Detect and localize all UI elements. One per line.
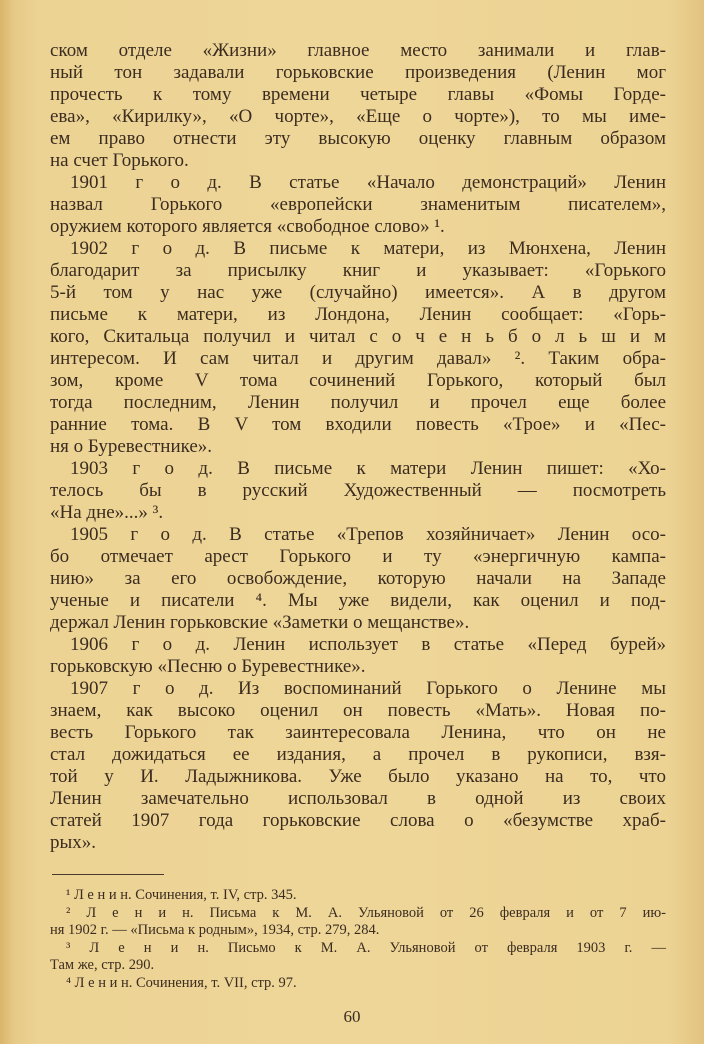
text-line: 5-й том у нас уже (случайно) имеется». А в другом	[50, 282, 666, 303]
text-line: ня о Буревестнике».	[50, 436, 213, 457]
footnote-line: Там же, стр. 290.	[50, 957, 155, 974]
text-line: ева», «Кирилку», «О чорте», «Еще о чорте»), то мы име-	[50, 106, 666, 127]
text-line: весть Горького так заинтересовала Ленина, что он не	[50, 722, 666, 743]
text-line: тогда последним, Ленин получил и прочел еще более	[50, 392, 666, 413]
text-line: письме к матери, из Лондона, Ленин сообщает: «Горь-	[50, 304, 666, 325]
text-line: 1902 г о д. В письме к матери, из Мюнхена, Ленин	[70, 238, 666, 259]
text-line: благодарит за присылку книг и указывает: «Горького	[50, 260, 666, 281]
footnote-line: ³ Л е н и н. Письмо к М. А. Ульяновой от февраля 1903 г. —	[66, 939, 666, 956]
footnote-line: ¹ Л е н и н. Сочинения, т. IV, стр. 345.	[66, 887, 297, 903]
text-line: интересом. И сам читал и другим давал» ². Таким обра-	[50, 348, 666, 369]
text-line: кого, Скитальца получил и читал с о ч е н ь б о л ь ш и м	[50, 326, 666, 347]
text-line: бо отмечает арест Горького и ту «энергичную кампа-	[50, 546, 666, 567]
page-number: 60	[343, 1006, 361, 1026]
text-line: стал дожидаться ее издания, а прочел в рукописи, взя-	[50, 744, 666, 765]
text-line: 1903 г о д. В письме к матери Ленин пишет: «Хо-	[70, 458, 666, 479]
text-line: 1905 г о д. В статье «Трепов хозяйничает» Ленин осо-	[70, 524, 666, 545]
text-line: оружием которого является «свободное слово» ¹.	[50, 216, 445, 237]
text-line: ском отделе «Жизни» главное место занимали и глав-	[50, 40, 666, 61]
text-line: Ленин замечательно использовал в одной из своих	[50, 788, 666, 809]
footnote-separator	[52, 874, 164, 875]
text-line: телось бы в русский Художественный — посмотреть	[50, 480, 666, 501]
text-line: зом, кроме V тома сочинений Горького, который был	[50, 370, 666, 391]
text-line: знаем, как высоко оценил он повесть «Мать». Новая по-	[50, 700, 666, 721]
footnotes	[50, 887, 666, 993]
text-line: горьковскую «Песню о Буревестнике».	[50, 656, 366, 677]
text-line: статей 1907 года горьковские слова о «безумстве храб-	[50, 810, 666, 831]
text-line: прочесть к тому времени четыре главы «Фомы Горде-	[50, 84, 666, 105]
text-line: 1901 г о д. В статье «Начало демонстраций» Ленин	[70, 172, 666, 193]
text-line: назвал Горького «европейски знаменитым писателем»,	[50, 194, 666, 215]
text-line: ем право отнести эту высокую оценку главным образом	[50, 128, 666, 149]
text-line: «На дне»...» ³.	[50, 502, 164, 523]
text-line: на счет Горького.	[50, 150, 189, 171]
body-text	[50, 40, 666, 854]
text-line: той у И. Ладыжникова. Уже было указано на то, что	[50, 766, 666, 787]
text-line: держал Ленин горьковские «Заметки о мещанстве».	[50, 612, 470, 633]
text-line: нию» за его освобождение, которую начали на Западе	[50, 568, 666, 589]
text-line: 1907 г о д. Из воспоминаний Горького о Ленине мы	[70, 678, 666, 699]
footnote-line: ня 1902 г. — «Письма к родным», 1934, стр. 279, 284.	[50, 922, 380, 939]
footnote-line: ² Л е н и н. Письма к М. А. Ульяновой от 26 февраля и от 7 ию-	[66, 904, 666, 921]
footnote-line: ⁴ Л е н и н. Сочинения, т. VII, стр. 97.	[66, 974, 297, 991]
text-line: ный тон задавали горьковские произведения (Ленин мог	[50, 62, 666, 83]
text-line: ранние тома. В V том входили повесть «Трое» и «Пес-	[50, 414, 666, 435]
text-line: рых».	[50, 832, 97, 853]
text-line: ученые и писатели ⁴. Мы уже видели, как оценил и под-	[50, 590, 666, 611]
text-line: 1906 г о д. Ленин использует в статье «Перед бурей»	[70, 634, 666, 655]
